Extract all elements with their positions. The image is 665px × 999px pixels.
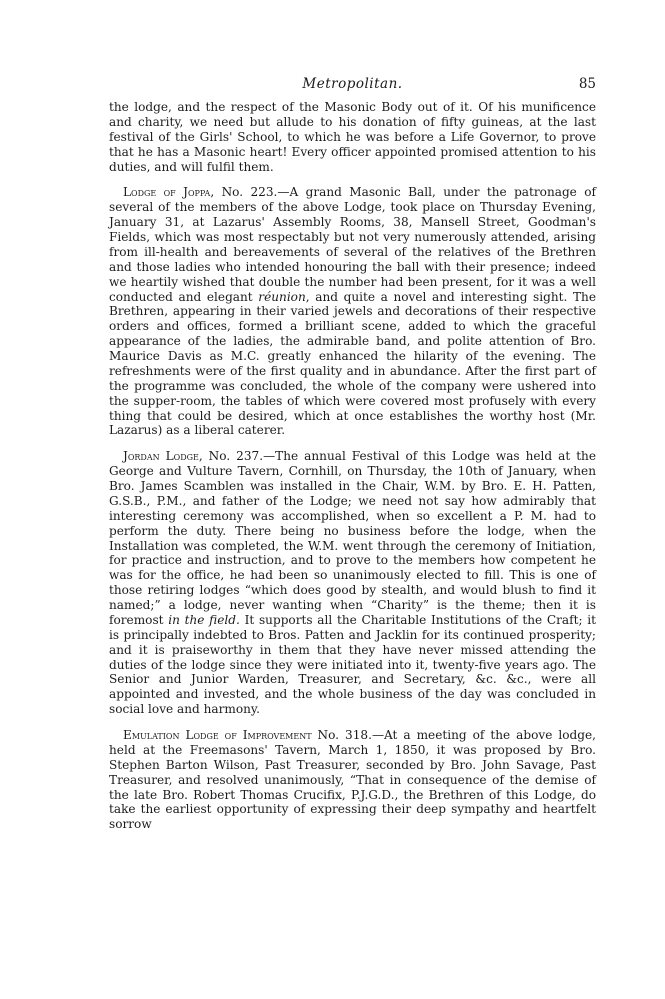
paragraph-text: No. 318.—At a meeting of the above lodge, held at the Freemasons' Tavern, March 1, 1850, it was proposed by Bro. Stephen Barton Wilson, Past Treasurer, seconded by Bro. John Savage, Past Treasurer, and resolved unanimously, “That in consequence of the demise of the late Bro. Robert Thomas Crucifix, P.J.G.D., the Brethren of this Lodge, do take the earliest opportunity of expressing their deep sympathy and heartfelt sorrow: [109, 728, 596, 832]
running-head: [109, 0, 596, 100]
paragraph-text: It supports all the Charitable Institutions of the Craft; it is principally indebted to Bros. Patten and Jacklin for its continued prosperity; and it is praiseworthy in them that they have never missed attending the duties of the lodge since they were initiated into it, twenty-five years ago. The Senior and Junior Warden, Treasurer, and Secretary, &c. &c., were all appointed and invested, and the whole business of the day was concluded in social love and harmony.: [109, 612, 596, 717]
paragraph-lodge-of-joppa: [109, 185, 596, 438]
article-body: [109, 100, 596, 832]
paragraph-text: No. 223.—A grand Masonic Ball, under the patronage of several of the members of the above Lodge, took place on Thursday Evening, January 31, at Lazarus' Assembly Rooms, 38, Mansell Street, Goodman's Fields, which was most respectably but not very numerously attended, arising from ill-health and bereavements of several of the relatives of the Brethren and those ladies who intended honouring the ball with their presence; indeed we heartily wished that double the number had been present, for it was a well conducted and elegant: [109, 185, 596, 304]
paragraph-text: , and quite a novel and interesting sight. The Brethren, appearing in their varied jewels and decorations of their respective orders and offices, formed a brilliant scene, added to which the graceful appearance of the ladies, the admirable band, and polite attention of Bro. Maurice Davis as M.C. greatly enhanced the hilarity of the evening. The refreshments were of the first quality and in abundance. After the first part of the programme was concluded, the whole of the company were ushered into the supper-room, the tables of which were covered most profusely with every thing that could be desired, which at once establishes the worthy host (Mr. Lazarus) as a liberal caterer.: [109, 289, 597, 438]
italic-phrase: in the field.: [168, 612, 240, 627]
paragraph-continuation: [109, 100, 596, 174]
italic-phrase: réunion: [258, 289, 306, 304]
section-heading-emulation-lodge: Emulation Lodge of Improvement: [123, 728, 312, 742]
paragraph-emulation-lodge: [109, 728, 596, 832]
section-heading-lodge-of-joppa: Lodge of Joppa,: [123, 185, 215, 200]
section-heading-jordan-lodge: Jordan Lodge,: [123, 449, 203, 464]
page-number: 85: [578, 76, 596, 92]
running-title: Metropolitan.: [302, 76, 403, 92]
paragraph-text: the lodge, and the respect of the Masonic Body out of it. Of his munificence and charity, we need but allude to his donation of fifty guineas, at the last festival of the Girls' School, to which he was before a Life Governor, to prove that he has a Masonic heart! Every officer appointed promised attention to his duties, and will fulfil them.: [109, 100, 596, 174]
paragraph-text: No. 237.—The annual Festival of this Lodge was held at the George and Vulture Tavern, Cornhill, on Thursday, the 10th of January, when Bro. James Scamblen was installed in the Chair, W.M. by Bro. E. H. Patten, G.S.B., P.M., and father of the Lodge; we need not say how admirably that interesting ceremony was accomplished, when so excellent a P. M. had to perform the duty. There being no business before the lodge, when the Installation was completed, the W.M. went through the ceremony of Initiation, for practice and instruction, and to prove to the members how competent he was for the office, he had been so unanimously elected to fill. This is one of those retiring lodges “which does good by stealth, and would blush to find it named;” a lodge, never wanting when “Charity” is the theme; then it is foremost: [109, 449, 596, 627]
paragraph-jordan-lodge: [109, 449, 596, 717]
